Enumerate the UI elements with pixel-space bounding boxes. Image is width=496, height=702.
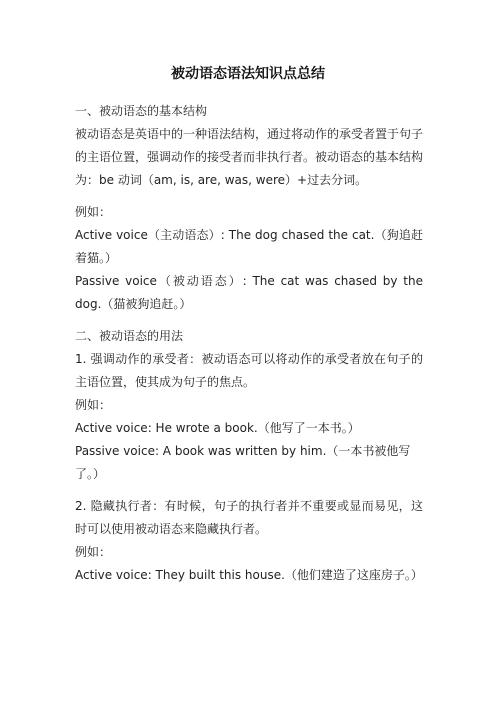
usage-item-hide-agent: 2. 隐藏执行者：有时候，句子的执行者并不重要或显而易见，这时可以使用被动语态来隐藏执行者。: [75, 499, 423, 536]
document-body: [75, 100, 423, 587]
section-heading-structure: 一、被动语态的基本结构: [75, 104, 208, 118]
paragraph-structure-intro: 被动语态是英语中的一种语法结构，通过将动作的承受者置于句子的主语位置，强调动作的接受者而非执行者。被动语态的基本结构为：be 动词（am, is, are, was, were）+过去分词。: [75, 127, 424, 187]
example-label: 例如：: [75, 545, 112, 559]
section-heading-usage: 二、被动语态的用法: [75, 329, 184, 343]
example-passive-sentence: Passive voice（被动语态）: The cat was chased by the dog.（猫被狗追赶。）: [75, 274, 423, 311]
document-title: 被动语态语法知识点总结: [171, 66, 325, 82]
example-active-sentence: Active voice: He wrote a book.（他写了一本书。）: [75, 421, 360, 435]
example-passive-sentence: Passive voice: A book was written by him.（一本书被他写了。）: [75, 444, 411, 481]
example-label: 例如：: [75, 398, 112, 412]
example-active-sentence: Active voice（主动语态）: The dog chased the cat.（狗追赶着猫。）: [75, 228, 423, 265]
example-label: 例如：: [75, 205, 112, 219]
usage-item-emphasize-receiver: 1. 强调动作的承受者：被动语态可以将动作的承受者放在句子的主语位置，使其成为句子的焦点。: [75, 352, 423, 389]
example-active-sentence: Active voice: They built this house.（他们建造了这座房子。）: [75, 568, 423, 582]
